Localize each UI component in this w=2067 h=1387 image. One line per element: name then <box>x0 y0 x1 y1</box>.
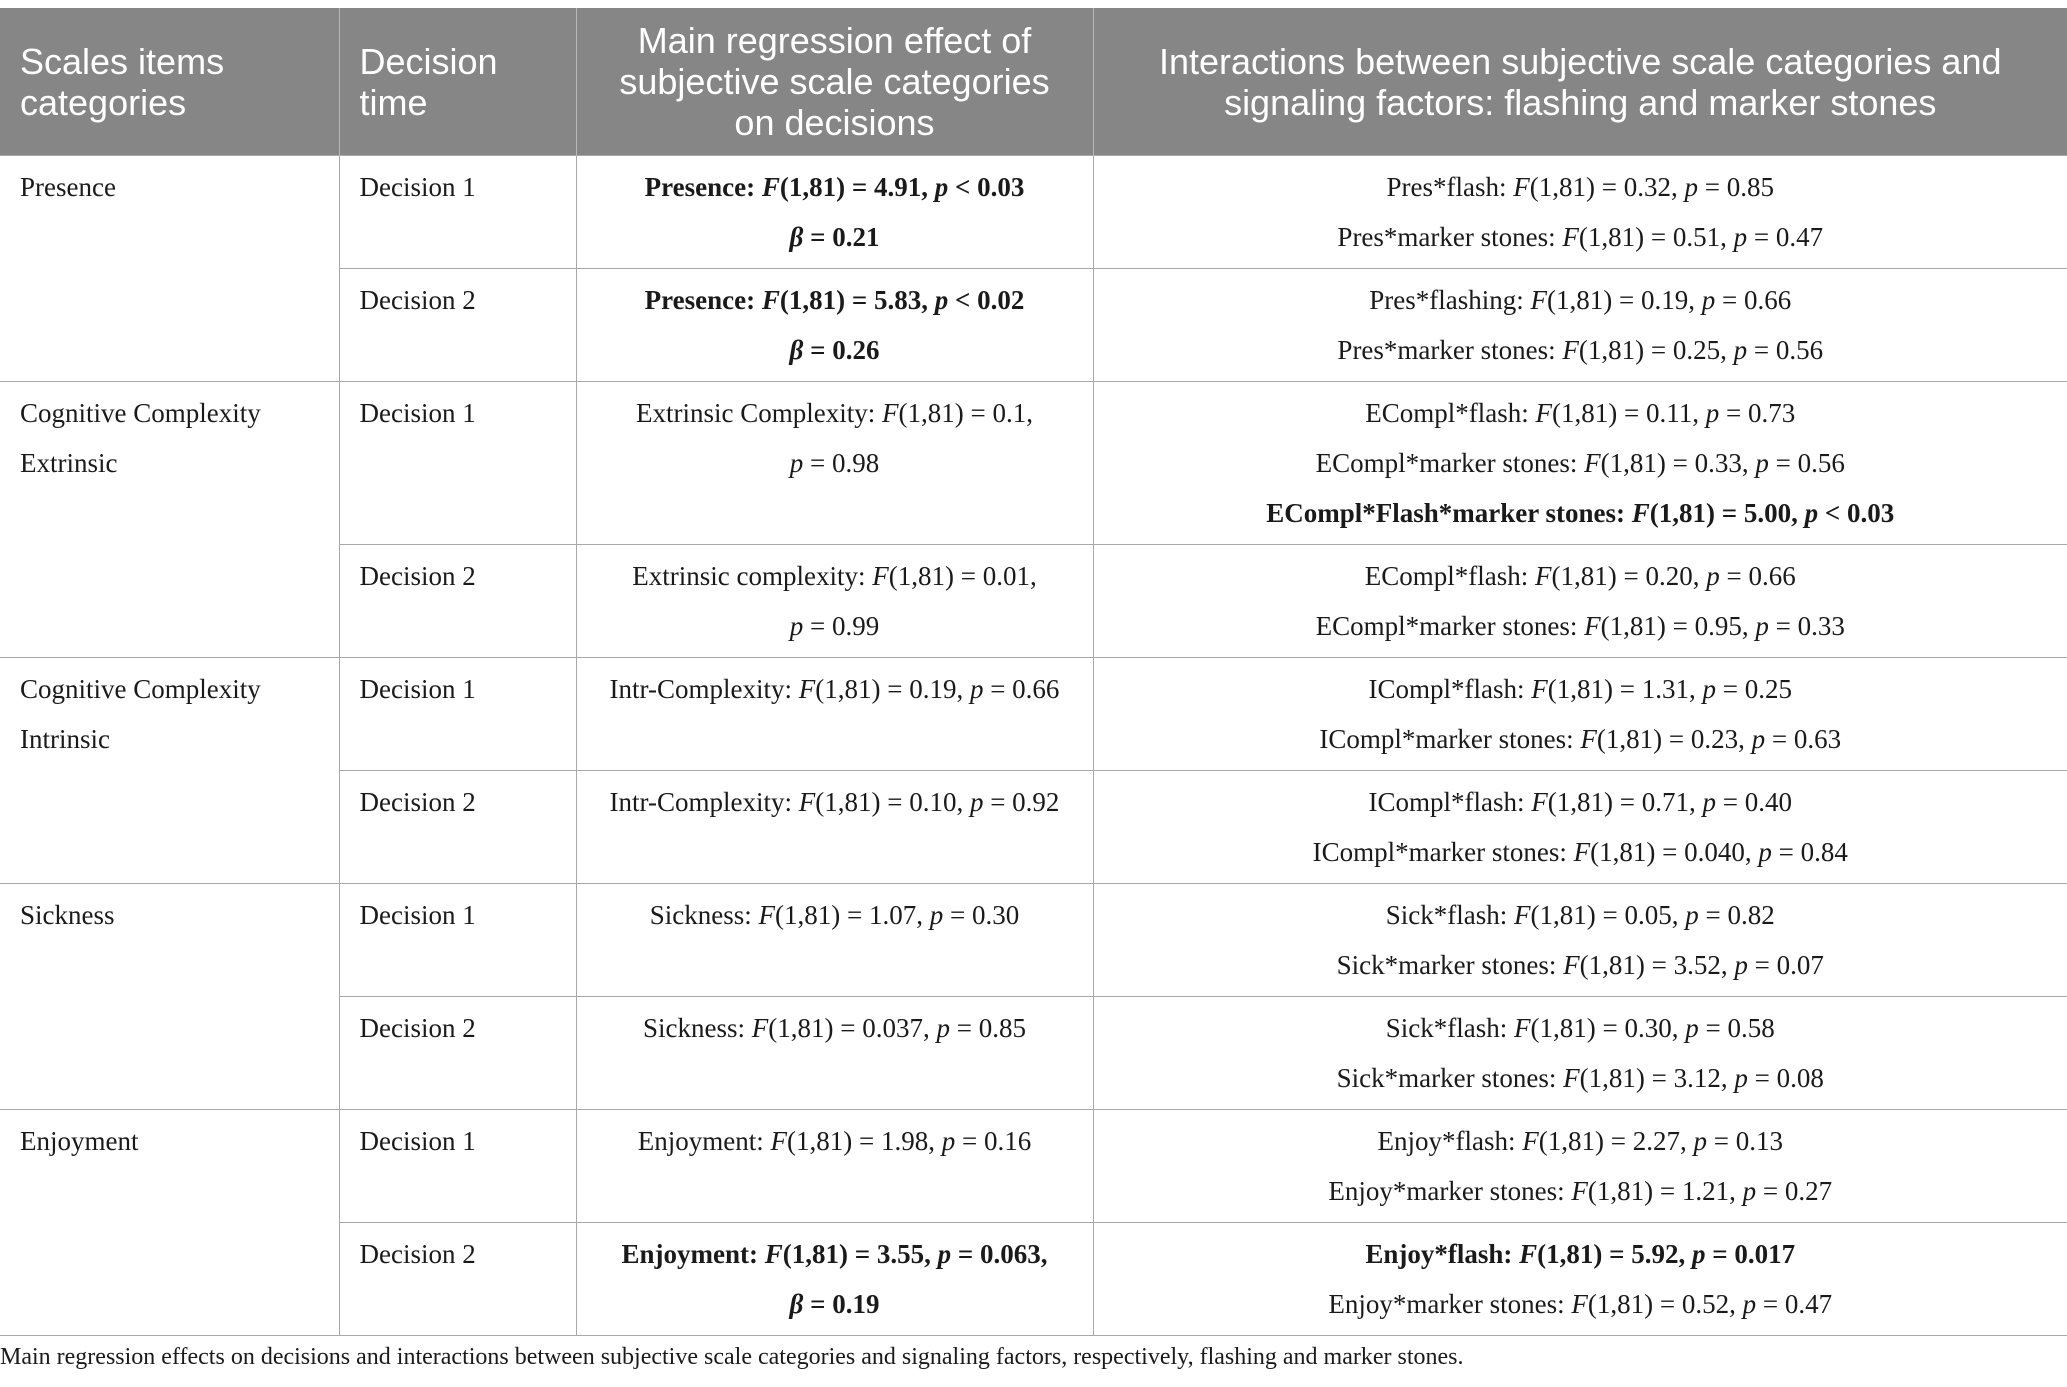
interactions-cell <box>1093 658 2067 771</box>
interaction-line: Pres*flashing: F(1,81) = 0.19, p = 0.66 <box>1369 285 1792 315</box>
interaction-line: ICompl*marker stones: F(1,81) = 0.040, p = 0.84 <box>1312 837 1848 867</box>
decision-time-cell: Decision 1 <box>339 1110 576 1223</box>
interaction-line: Pres*flash: F(1,81) = 0.32, p = 0.85 <box>1386 172 1774 202</box>
decision-time-cell: Decision 2 <box>339 771 576 884</box>
category-cell: Enjoyment <box>0 1110 339 1336</box>
results-table <box>0 8 2067 1336</box>
interactions-cell <box>1093 1110 2067 1223</box>
interactions-cell <box>1093 156 2067 269</box>
main-effect-line: Sickness: F(1,81) = 0.037, p = 0.85 <box>643 1013 1026 1043</box>
interaction-line: Sick*flash: F(1,81) = 0.30, p = 0.58 <box>1385 1013 1775 1043</box>
interactions-cell <box>1093 545 2067 658</box>
category-cell: Sickness <box>0 884 339 1110</box>
interactions-cell <box>1093 997 2067 1110</box>
table-row <box>0 658 2067 771</box>
decision-time-cell: Decision 2 <box>339 545 576 658</box>
interaction-line: Enjoy*marker stones: F(1,81) = 1.21, p = 0.27 <box>1328 1176 1833 1206</box>
table-row <box>0 156 2067 269</box>
main-effect-cell <box>576 382 1093 545</box>
main-effect-line: Intr-Complexity: F(1,81) = 0.19, p = 0.66 <box>609 674 1060 704</box>
decision-time-cell: Decision 2 <box>339 269 576 382</box>
main-effect-line: β = 0.19 <box>789 1289 880 1319</box>
category-cell: Presence <box>0 156 339 382</box>
main-effect-line: Enjoyment: F(1,81) = 3.55, p = 0.063, <box>621 1239 1048 1269</box>
interaction-line: Enjoy*flash: F(1,81) = 5.92, p = 0.017 <box>1365 1239 1796 1269</box>
interaction-line: ECompl*flash: F(1,81) = 0.11, p = 0.73 <box>1365 398 1796 428</box>
main-effect-line: Enjoyment: F(1,81) = 1.98, p = 0.16 <box>637 1126 1032 1156</box>
main-effect-line: p = 0.99 <box>789 611 880 641</box>
decision-time-cell: Decision 1 <box>339 382 576 545</box>
interaction-line: ICompl*marker stones: F(1,81) = 0.23, p = 0.63 <box>1319 724 1842 754</box>
decision-time-cell: Decision 2 <box>339 1223 576 1336</box>
main-effect-cell <box>576 1223 1093 1336</box>
main-effect-line: Sickness: F(1,81) = 1.07, p = 0.30 <box>649 900 1020 930</box>
main-effect-line: Intr-Complexity: F(1,81) = 0.10, p = 0.92 <box>609 787 1060 817</box>
main-effect-cell <box>576 658 1093 771</box>
interaction-line: Pres*marker stones: F(1,81) = 0.25, p = 0.56 <box>1337 335 1824 365</box>
main-effect-line: β = 0.26 <box>789 335 880 365</box>
main-effect-cell <box>576 1110 1093 1223</box>
main-effect-cell <box>576 545 1093 658</box>
table-row <box>0 884 2067 997</box>
main-effect-line: p = 0.98 <box>789 448 880 478</box>
header-decision-time: Decision time <box>339 8 576 156</box>
decision-time-cell: Decision 1 <box>339 884 576 997</box>
interaction-line: ECompl*marker stones: F(1,81) = 0.95, p = 0.33 <box>1315 611 1845 641</box>
main-effect-cell <box>576 269 1093 382</box>
category-cell: Cognitive Complexity Intrinsic <box>0 658 339 884</box>
interaction-line: ECompl*flash: F(1,81) = 0.20, p = 0.66 <box>1364 561 1796 591</box>
decision-time-cell: Decision 2 <box>339 997 576 1110</box>
interactions-cell <box>1093 382 2067 545</box>
main-effect-line: Presence: F(1,81) = 5.83, p < 0.02 <box>644 285 1025 315</box>
table-caption: Main regression effects on decisions and interactions between subjective scale categories and signaling factors, respectively, flashing and marker stones. <box>0 1344 1464 1370</box>
interactions-cell <box>1093 771 2067 884</box>
interaction-line: Enjoy*flash: F(1,81) = 2.27, p = 0.13 <box>1377 1126 1783 1156</box>
main-effect-cell <box>576 884 1093 997</box>
header-scales-items-categories: Scales items categories <box>0 8 339 156</box>
interactions-cell <box>1093 1223 2067 1336</box>
interaction-line: ECompl*marker stones: F(1,81) = 0.33, p = 0.56 <box>1315 448 1845 478</box>
decision-time-cell: Decision 1 <box>339 658 576 771</box>
interaction-line: ICompl*flash: F(1,81) = 1.31, p = 0.25 <box>1368 674 1792 704</box>
main-effect-cell <box>576 997 1093 1110</box>
category-cell: Cognitive Complexity Extrinsic <box>0 382 339 658</box>
table-header <box>0 8 2067 156</box>
main-effect-line: Extrinsic complexity: F(1,81) = 0.01, <box>632 561 1037 591</box>
interactions-cell <box>1093 269 2067 382</box>
table-row <box>0 382 2067 545</box>
header-main-regression-effect: Main regression effect of subjective scale categories on decisions <box>576 8 1093 156</box>
interaction-line: ICompl*flash: F(1,81) = 0.71, p = 0.40 <box>1368 787 1792 817</box>
interaction-line: Sick*marker stones: F(1,81) = 3.12, p = 0.08 <box>1336 1063 1824 1093</box>
decision-time-cell: Decision 1 <box>339 156 576 269</box>
results-table-container <box>0 8 2067 1336</box>
table-body <box>0 156 2067 1336</box>
interaction-line: Sick*marker stones: F(1,81) = 3.52, p = 0.07 <box>1336 950 1824 980</box>
interaction-line: Pres*marker stones: F(1,81) = 0.51, p = 0.47 <box>1337 222 1824 252</box>
interaction-line: Sick*flash: F(1,81) = 0.05, p = 0.82 <box>1385 900 1775 930</box>
header-row <box>0 8 2067 156</box>
interaction-line: ECompl*Flash*marker stones: F(1,81) = 5.00, p < 0.03 <box>1266 498 1895 528</box>
main-effect-line: Extrinsic Complexity: F(1,81) = 0.1, <box>636 398 1033 428</box>
main-effect-line: β = 0.21 <box>789 222 880 252</box>
interaction-line: Enjoy*marker stones: F(1,81) = 0.52, p = 0.47 <box>1328 1289 1833 1319</box>
table-row <box>0 1110 2067 1223</box>
interactions-cell <box>1093 884 2067 997</box>
main-effect-cell <box>576 156 1093 269</box>
main-effect-cell <box>576 771 1093 884</box>
main-effect-line: Presence: F(1,81) = 4.91, p < 0.03 <box>644 172 1025 202</box>
header-interactions: Interactions between subjective scale categories and signaling factors: flashing and marker stones <box>1093 8 2067 156</box>
